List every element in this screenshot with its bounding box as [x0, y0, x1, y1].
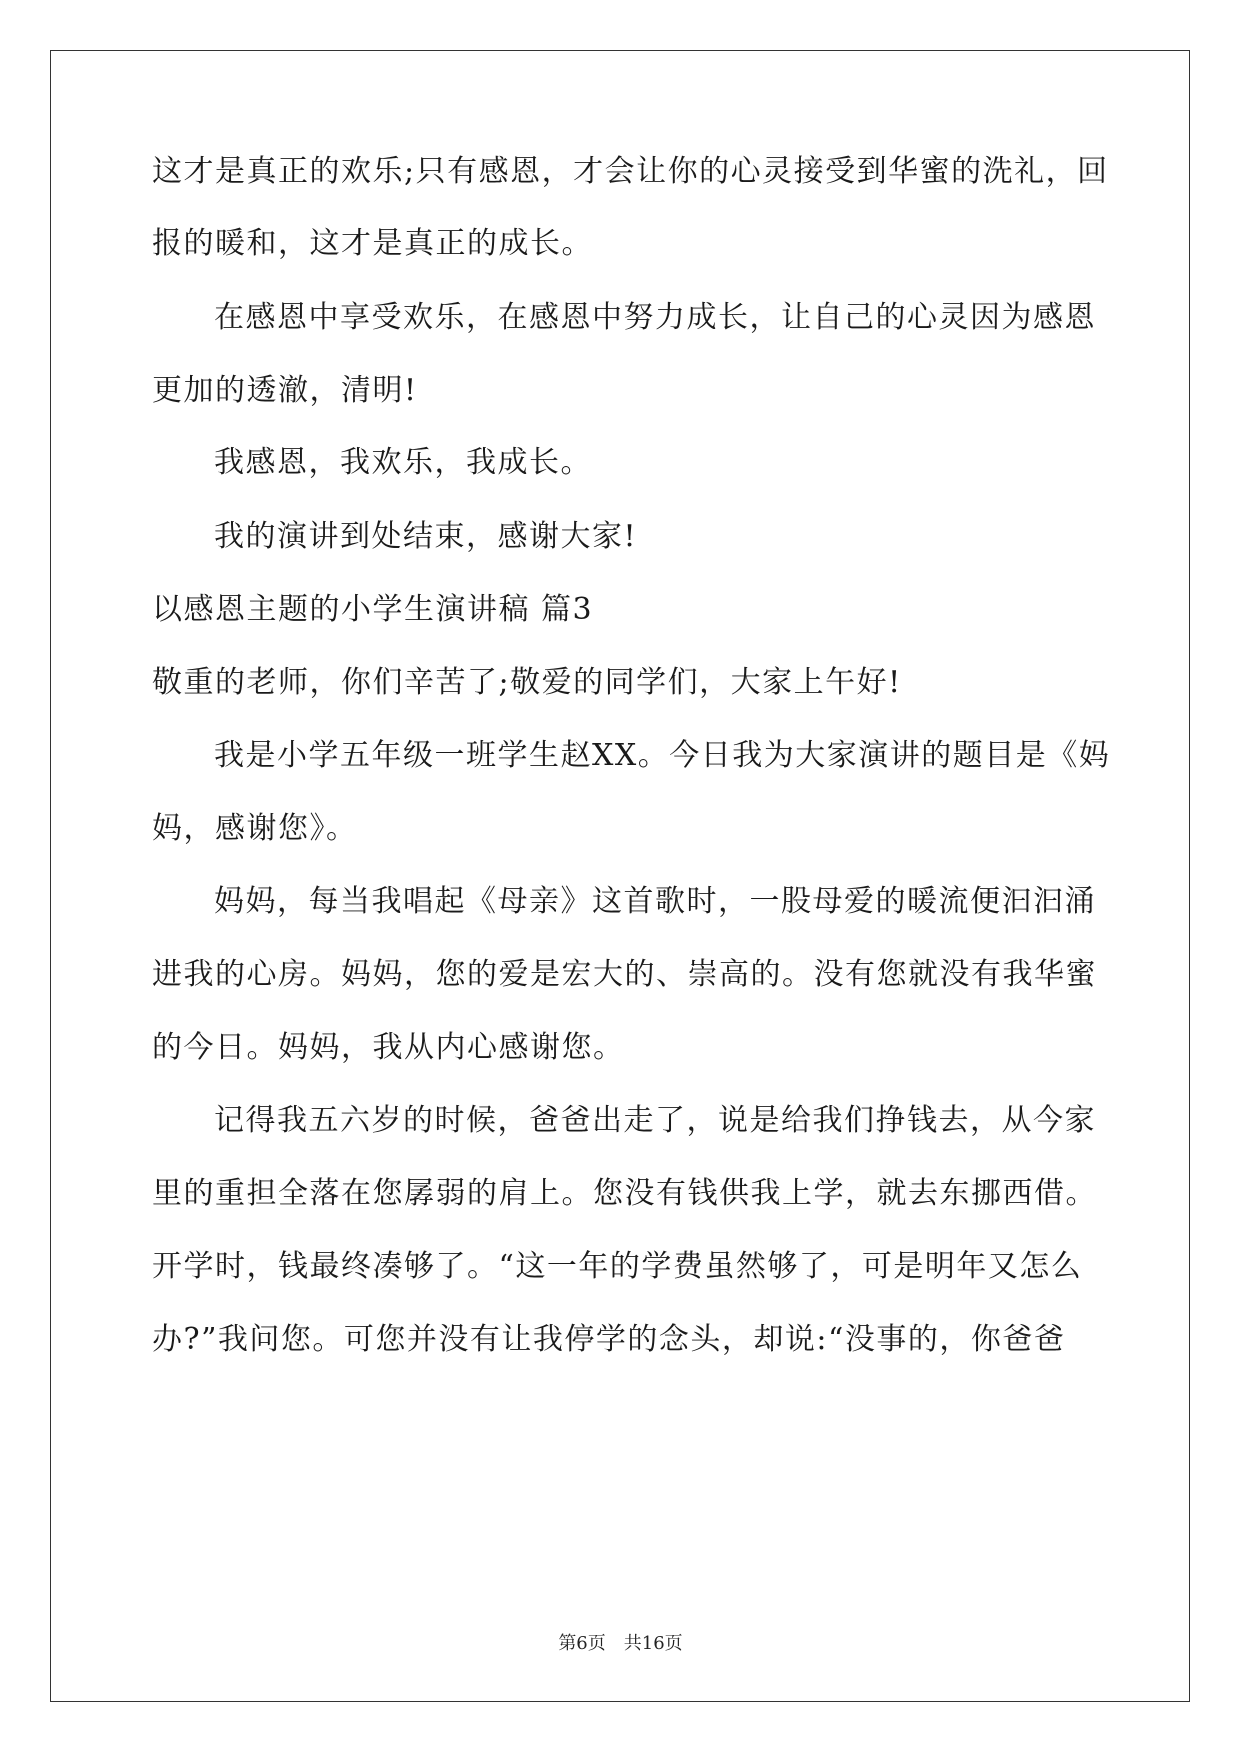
section-heading: 以感恩主题的小学生演讲稿 篇3 — [152, 592, 594, 627]
page-number-footer: 第6页 共16页 — [558, 1633, 683, 1654]
paragraph-start: 在感恩中享受欢乐，在感恩中努力成长，让自己的心灵因为感恩 — [214, 300, 1096, 335]
paragraph-start: 我是小学五年级一班学生赵XX。今日我为大家演讲的题目是《妈 — [214, 738, 1111, 773]
text-line: 里的重担全落在您孱弱的肩上。您没有钱供我上学，就去东挪西借。 — [152, 1176, 1097, 1211]
text-line: 更加的透澈，清明! — [152, 373, 418, 408]
paragraph-start: 记得我五六岁的时候，爸爸出走了，说是给我们挣钱去，从今家 — [214, 1103, 1096, 1138]
text-line: 办?”我问您。可您并没有让我停学的念头，却说:“没事的，你爸爸 — [152, 1322, 1066, 1357]
paragraph-start: 我感恩，我欢乐，我成长。 — [214, 445, 592, 480]
text-line: 报的暖和，这才是真正的成长。 — [152, 226, 593, 261]
text-line: 妈，感谢您》。 — [152, 811, 358, 846]
paragraph-start: 妈妈，每当我唱起《母亲》这首歌时，一股母爱的暖流便汩汩涌 — [214, 884, 1096, 919]
text-line: 的今日。妈妈，我从内心感谢您。 — [152, 1030, 625, 1065]
text-line: 进我的心房。妈妈，您的爱是宏大的、崇高的。没有您就没有我华蜜 — [152, 957, 1097, 992]
salutation: 敬重的老师，你们辛苦了;敬爱的同学们，大家上午好! — [152, 665, 902, 700]
text-line: 开学时，钱最终凑够了。“这一年的学费虽然够了，可是明年又怎么 — [152, 1249, 1083, 1284]
text-line: 这才是真正的欢乐;只有感恩，才会让你的心灵接受到华蜜的洗礼，回 — [152, 154, 1109, 189]
paragraph-start: 我的演讲到处结束，感谢大家! — [214, 519, 638, 554]
